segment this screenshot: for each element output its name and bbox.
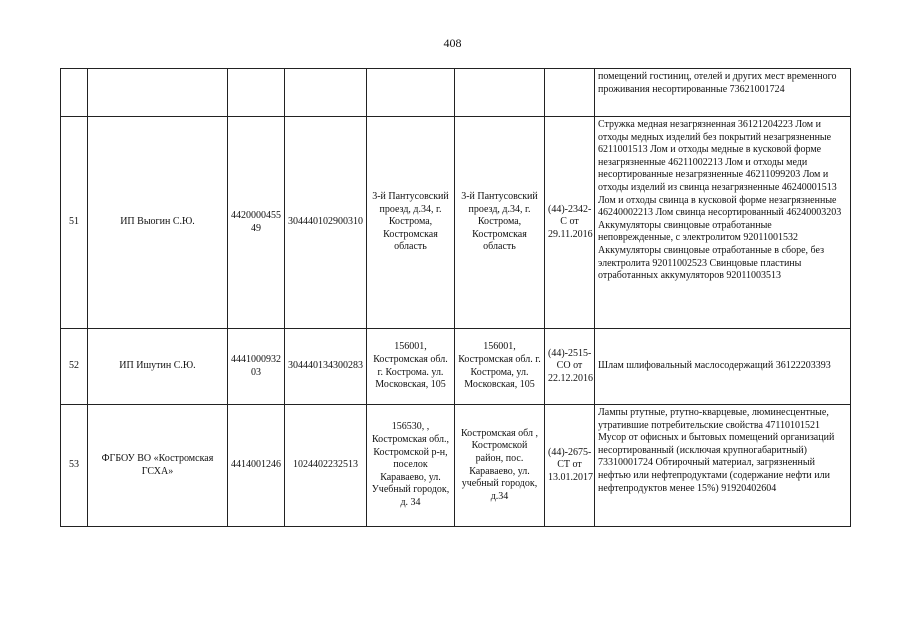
license-cell <box>545 69 595 117</box>
page-number: 408 <box>443 36 462 50</box>
inn-cell: 444100093203 <box>228 329 285 405</box>
waste-types: Лампы ртутные, ртутно-кварцевые, люминесцентные, утратившие потребительские свойства 47110101521 Мусор от офисных и бытовых помещений организаций несортированный (исключая крупногабаритный) 73310001724 Обтирочный материал, загрязненный нефтью или нефтепродуктами (содержание нефти или нефтепродуктов менее 15%) 91920402604 <box>595 405 851 527</box>
organization-name <box>88 69 228 117</box>
inn-cell: 442000045549 <box>228 117 285 329</box>
activity-address: Костромская обл , Костромской район, пос. Караваево, ул. учебный городок, д.34 <box>455 405 545 527</box>
ogrn-cell <box>285 69 367 117</box>
inn-cell: 4414001246 <box>228 405 285 527</box>
waste-types: Стружка медная незагрязненная 36121204223 Лом и отходы медных изделий без покрытий незагрязненные 6211001513 Лом и отходы медные в кусковой форме незагрязненные 46211002213 Лом и отходы меди несортированные незагрязненные 46211099203 Лом и отходы изделий из свинца незагрязненные 46240001513 Лом и отходы свинца в кусковой форме незагрязненные 46240002213 Лом свинца несортированный 46240003203 Аккумуляторы свинцовые отработанные неповрежденные, с электролитом 92011001532 Аккумуляторы свинцовые отработанные в сборе, без электролита 92011002523 Свинцовые пластины отработанных аккумуляторов 92011003513 <box>595 117 851 329</box>
license-cell: (44)-2342-С от 29.11.2016 <box>545 117 595 329</box>
table-row <box>61 329 851 405</box>
organization-name: ИП Выогин С.Ю. <box>88 117 228 329</box>
license-cell: (44)-2515-СО от 22.12.2016 <box>545 329 595 405</box>
activity-address: 3-й Пантусовский проезд, д.34, г. Кострома, Костромская область <box>455 117 545 329</box>
row-number: 53 <box>61 405 88 527</box>
inn-cell <box>228 69 285 117</box>
license-cell: (44)-2675-СТ от 13.01.2017 <box>545 405 595 527</box>
waste-types: помещений гостиниц, отелей и других мест временного проживания несортированные 73621001724 <box>595 69 851 117</box>
activity-address <box>455 69 545 117</box>
activity-address: 156001, Костромская обл. г. Кострома, ул. Московская, 105 <box>455 329 545 405</box>
legal-address: 156001, Костромская обл. г. Кострома. ул. Московская, 105 <box>367 329 455 405</box>
waste-types: Шлам шлифовальный маслосодержащий 36122203393 <box>595 329 851 405</box>
ogrn-cell: 1024402232513 <box>285 405 367 527</box>
row-number: 52 <box>61 329 88 405</box>
legal-address: 3-й Пантусовский проезд, д.34, г. Кострома, Костромская область <box>367 117 455 329</box>
ogrn-cell: 304440134300283 <box>285 329 367 405</box>
organization-name: ФГБОУ ВО «Костромская ГСХА» <box>88 405 228 527</box>
legal-address: 156530, , Костромская обл., Костромской р-н, поселок Караваево, ул. Учебный городок, д. 34 <box>367 405 455 527</box>
legal-address <box>367 69 455 117</box>
table-row <box>61 117 851 329</box>
row-number <box>61 69 88 117</box>
registry-table <box>60 68 851 527</box>
table-row <box>61 69 851 117</box>
row-number: 51 <box>61 117 88 329</box>
organization-name: ИП Ишутин С.Ю. <box>88 329 228 405</box>
ogrn-cell: 304440102900310 <box>285 117 367 329</box>
table-row <box>61 405 851 527</box>
